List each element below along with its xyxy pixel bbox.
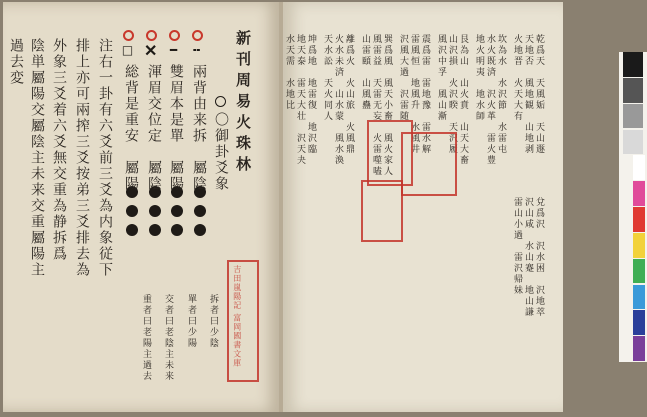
hexagram-column: 風雷益 天雷无妄 火雷噬嗑 — [371, 34, 381, 177]
calibration-swatch — [633, 310, 645, 335]
hexagram-column: 艮為山 山火賁 山天大畜 — [458, 34, 468, 166]
text-column: 外象三爻着六爻無交重為静拆爲 — [51, 38, 67, 262]
hexagram-column: 地火明夷 地水師 — [474, 34, 484, 122]
hexagram-column: 沢風大過 沢雷随 — [398, 34, 408, 122]
hexagram-column: 雷山小過 雷沢帰妹 — [512, 197, 522, 296]
calibration-swatch — [633, 155, 645, 180]
text-column: 注右一卦有六爻前三爻為内象従下 — [97, 38, 113, 278]
hexagram-column: 震爲雷 雷地豫 雷水解 — [420, 34, 430, 155]
text-column: 過去変 — [8, 38, 24, 86]
calibration-swatch — [623, 130, 643, 155]
hexagram-column: 天水訟 天火同人 — [322, 34, 332, 122]
page-title: 新刊周易火珠林 — [234, 30, 252, 177]
bullet-circle — [215, 96, 226, 107]
symbol-cross: ✕ — [144, 41, 158, 60]
hexagram-column: 坤爲地 地雷復 地沢臨 — [306, 34, 316, 155]
hexagram-column: 山雷頤 山風蠱 — [360, 34, 370, 111]
hexagram-column: 離爲火 火山旅 火風鼎 — [344, 34, 354, 155]
symbol-bar: ━ — [169, 43, 178, 57]
calibration-swatch — [633, 233, 645, 258]
text-column: 渾眉交位定 屬陰 — [146, 64, 162, 192]
text-column: 総背是重安 屬陽 — [123, 64, 139, 192]
hexagram-column: 水火既済 沢火革 雷火豊 — [485, 34, 495, 166]
note-column: 重者曰老陽主過去 — [141, 294, 151, 382]
symbol-red-circle — [123, 30, 134, 41]
calibration-swatch — [623, 78, 643, 103]
seal-stamp — [401, 132, 457, 196]
hexagram-column: 雷風恒 地風升 水風井 — [409, 34, 419, 155]
hexagram-column: 兌爲沢 沢水困 沢地萃 — [534, 197, 544, 318]
text-column: 兩背由来拆 屬陰 — [191, 64, 207, 192]
hexagram-column: 山沢損 火沢睽 天沢履 — [447, 34, 457, 155]
calibration-swatch — [623, 104, 643, 129]
hexagram-column: 風沢中孚 風山漸 — [436, 34, 446, 122]
hexagram-column: 地天泰 雷天大壮 沢天夬 — [295, 34, 305, 166]
text-column: 雙眉本是單 屬陽 — [168, 64, 184, 192]
text-column: 陰単屬陽交屬陰主未来交重屬陽主 — [29, 38, 45, 278]
calibration-swatch — [633, 181, 645, 206]
left-page — [3, 2, 280, 412]
hexagram-column: 天地否 風地観 山地剥 — [523, 34, 533, 155]
hexagram-column: 沢山咸 水山蹇 地山謙 — [523, 197, 533, 318]
right-page — [283, 2, 563, 412]
hexagram-column: 坎為水 水沢節 水雷屯 — [496, 34, 506, 155]
color-calibration-chart — [619, 52, 647, 362]
hexagram-column: 巽爲風 風天小畜 風火家人 — [382, 34, 392, 177]
note-column: 單者曰少陽 — [186, 294, 196, 349]
calibration-swatch — [633, 285, 645, 310]
hexagram-column: 水天需 水地比 — [284, 34, 294, 111]
calibration-swatch — [633, 336, 645, 361]
text-column: 〇御卦爻象 — [213, 112, 229, 192]
symbol-red-circle — [192, 30, 203, 41]
seal-stamp — [361, 180, 403, 242]
calibration-swatch — [623, 52, 643, 77]
note-column: 交者曰老陰主未来 — [163, 294, 173, 382]
symbol-red-circle — [146, 30, 157, 41]
symbol-hollow-square: □ — [121, 43, 134, 57]
symbol-broken-bar: ╍ — [192, 43, 201, 57]
calibration-swatch — [633, 259, 645, 284]
book-spread — [3, 2, 563, 412]
note-column: 拆者曰少陰 — [208, 294, 218, 349]
hexagram-column: 火地晋 火天大有 — [512, 34, 522, 122]
hexagram-column: 乾爲天 天風姤 天山遯 — [534, 34, 544, 155]
symbol-red-circle — [169, 30, 180, 41]
calibration-swatch — [633, 207, 645, 232]
library-seal: 吉田嵐陽記 富岡國書文庫 — [227, 260, 259, 382]
hexagram-column: 火水未済 山水蒙 風水渙 — [333, 34, 343, 166]
text-column: 排上亦可兩搾三爻按弟三爻排去為 — [74, 38, 90, 278]
